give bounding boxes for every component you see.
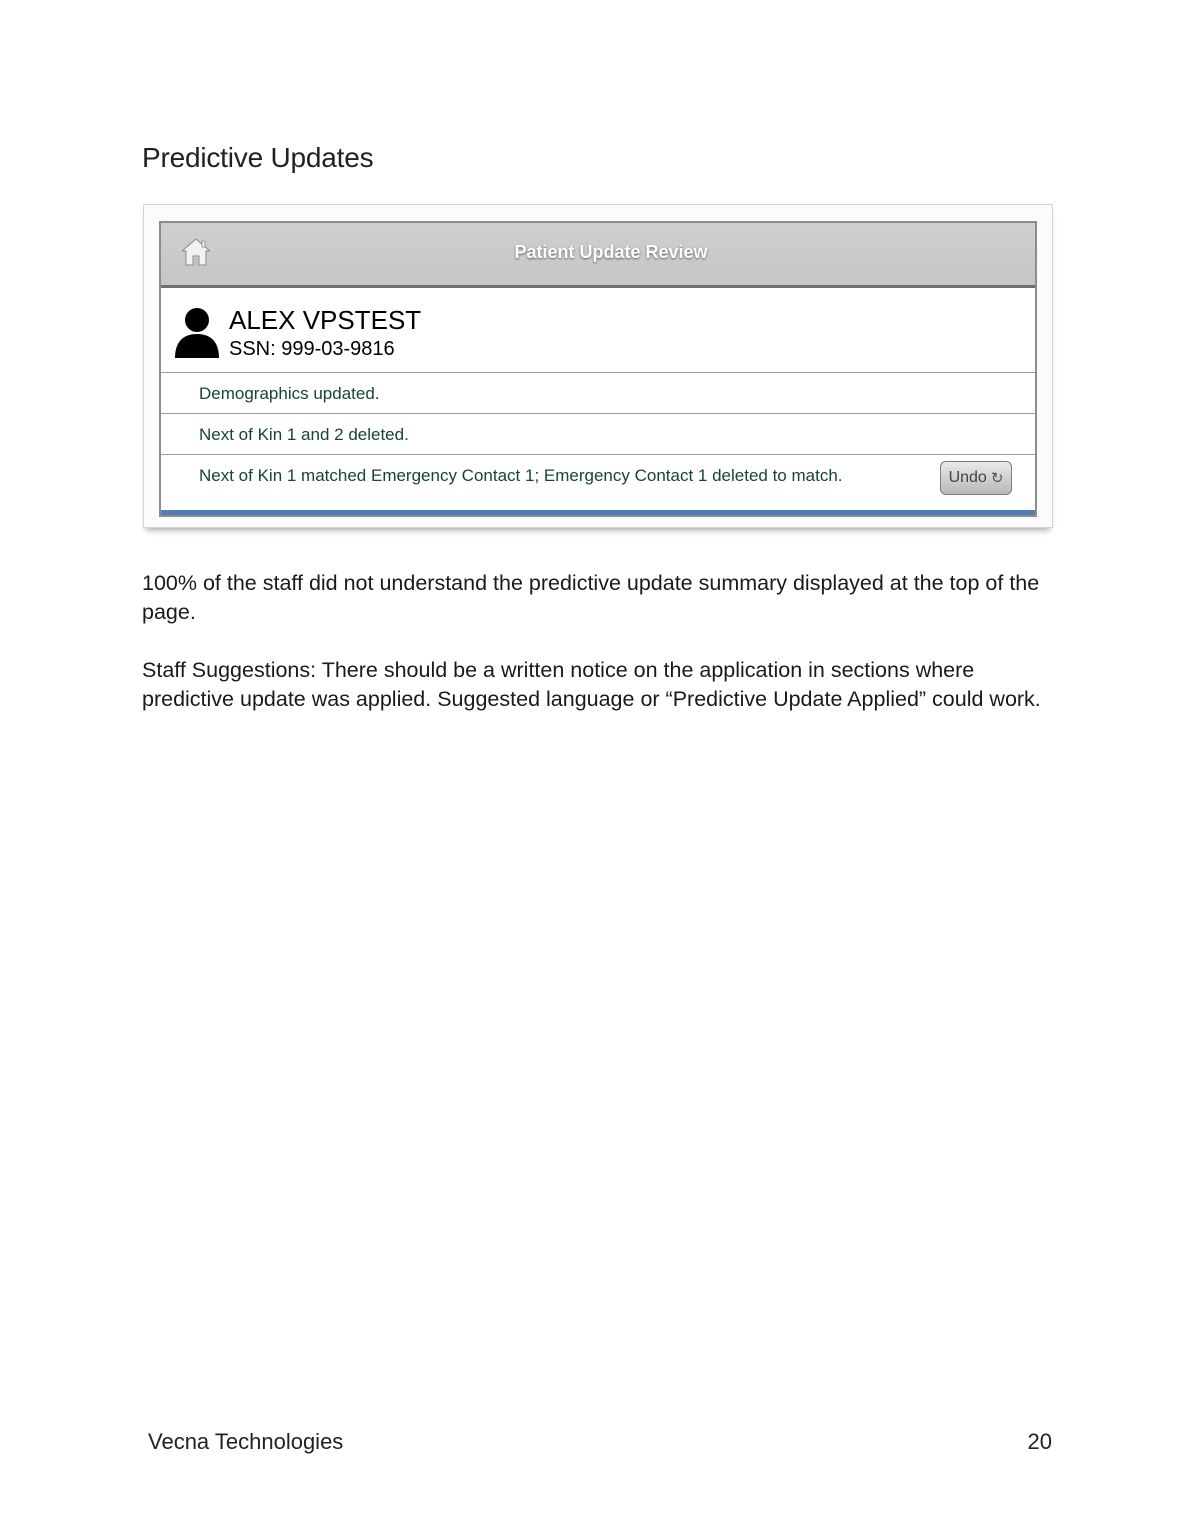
patient-ssn: SSN: 999-03-9816 — [229, 338, 395, 360]
update-text: Next of Kin 1 matched Emergency Contact 1; Emergency Contact 1 deleted to match. — [199, 466, 843, 485]
section-title: Predictive Updates — [142, 142, 374, 173]
patient-banner — [161, 288, 1035, 373]
page-number: 20 — [1027, 1429, 1052, 1454]
undo-label: Undo — [948, 469, 987, 486]
patient-update-review-screen — [159, 221, 1037, 517]
update-item — [161, 373, 1035, 414]
update-text: Demographics updated. — [199, 384, 380, 403]
undo-button[interactable] — [940, 461, 1012, 495]
update-item — [161, 455, 1035, 515]
undo-icon: ↻ — [990, 469, 1004, 487]
bottom-accent-bar — [161, 510, 1035, 515]
app-screenshot — [143, 204, 1053, 528]
footer-company: Vecna Technologies — [148, 1429, 344, 1454]
person-silhouette-icon — [173, 306, 221, 358]
update-text: Next of Kin 1 and 2 deleted. — [199, 425, 409, 444]
finding-paragraph: 100% of the staff did not understand the predictive update summary displayed at the top of the page. — [142, 571, 1040, 624]
patient-name: ALEX VPSTEST — [229, 305, 422, 335]
app-header — [161, 223, 1035, 288]
update-item — [161, 414, 1035, 455]
header-title: Patient Update Review — [514, 242, 708, 262]
suggestion-paragraph: Staff Suggestions: There should be a written notice on the application in sections where predictive update was applied. Suggested language or “Predictive Update Applied” could work. — [142, 658, 1041, 711]
